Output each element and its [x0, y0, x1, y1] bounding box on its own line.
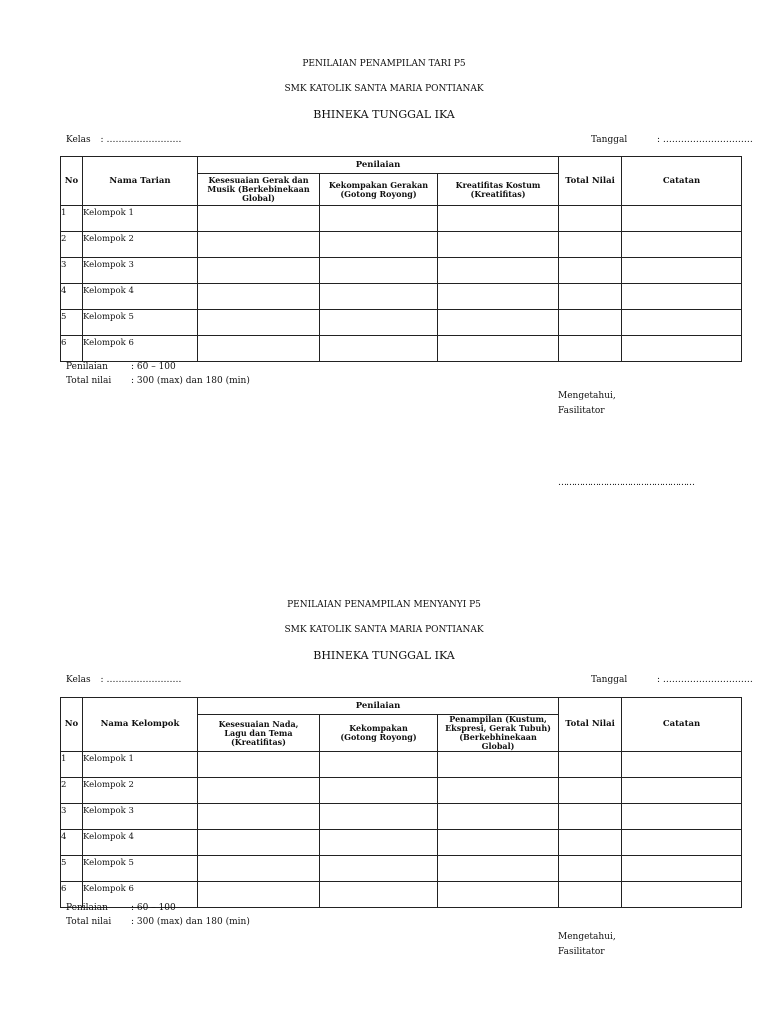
catatan-cell[interactable]: [622, 336, 742, 362]
total-label: Total nilai: [66, 917, 112, 927]
score-cell[interactable]: [320, 804, 438, 830]
score-cell[interactable]: [320, 284, 438, 310]
header-name: Nama Tarian: [83, 157, 198, 206]
score-cell[interactable]: [438, 804, 559, 830]
score-cell[interactable]: [438, 336, 559, 362]
kelas-field: [66, 135, 181, 145]
row-no: 4: [61, 830, 83, 856]
scoring-note: [66, 360, 250, 388]
score-cell[interactable]: [320, 258, 438, 284]
mengetahui-label: Mengetahui,: [558, 391, 616, 401]
score-cell[interactable]: [320, 882, 438, 908]
score-cell[interactable]: [320, 310, 438, 336]
assessment-table: [60, 697, 742, 908]
total-cell[interactable]: [559, 752, 622, 778]
table-row: [61, 310, 742, 336]
row-no: 5: [61, 856, 83, 882]
kelas-field: [66, 675, 181, 685]
score-cell[interactable]: [438, 830, 559, 856]
form-title: PENILAIAN PENAMPILAN MENYANYI P5: [287, 600, 481, 610]
row-name: Kelompok 3: [83, 804, 198, 830]
catatan-cell[interactable]: [622, 206, 742, 232]
kelas-label: Kelas: [66, 135, 91, 145]
penilaian-label: Penilaian: [66, 903, 108, 913]
theme-title: BHINEKA TUNGGAL IKA: [313, 649, 455, 662]
score-cell[interactable]: [320, 752, 438, 778]
score-cell[interactable]: [198, 206, 320, 232]
total-range: : 300 (max) dan 180 (min): [131, 376, 250, 386]
score-cell[interactable]: [198, 258, 320, 284]
score-cell[interactable]: [320, 232, 438, 258]
score-cell[interactable]: [198, 830, 320, 856]
total-label: Total nilai: [66, 376, 112, 386]
penilaian-range: : 60 – 100: [131, 362, 176, 372]
header-no: No: [61, 157, 83, 206]
kelas-value: : …………………….: [100, 675, 182, 685]
score-cell[interactable]: [438, 778, 559, 804]
penilaian-label: Penilaian: [66, 362, 108, 372]
score-cell[interactable]: [198, 804, 320, 830]
score-cell[interactable]: [438, 882, 559, 908]
school-name: SMK KATOLIK SANTA MARIA PONTIANAK: [284, 625, 484, 635]
score-cell[interactable]: [320, 336, 438, 362]
table-row: [61, 856, 742, 882]
score-cell[interactable]: [198, 752, 320, 778]
row-no: 2: [61, 778, 83, 804]
table-row: [61, 778, 742, 804]
fasilitator-label: Fasilitator: [558, 947, 605, 957]
total-cell[interactable]: [559, 310, 622, 336]
tanggal-label: Tanggal: [591, 135, 628, 145]
table-row: [61, 336, 742, 362]
row-name: Kelompok 5: [83, 310, 198, 336]
assessment-table: [60, 156, 742, 362]
score-cell[interactable]: [320, 830, 438, 856]
total-cell[interactable]: [559, 336, 622, 362]
total-cell[interactable]: [559, 804, 622, 830]
catatan-cell[interactable]: [622, 830, 742, 856]
header-total: Total Nilai: [559, 698, 622, 752]
row-no: 3: [61, 258, 83, 284]
catatan-cell[interactable]: [622, 310, 742, 336]
theme-title: BHINEKA TUNGGAL IKA: [313, 108, 455, 121]
catatan-cell[interactable]: [622, 856, 742, 882]
kelas-value: : …………………….: [100, 135, 182, 145]
catatan-cell[interactable]: [622, 804, 742, 830]
catatan-cell[interactable]: [622, 284, 742, 310]
catatan-cell[interactable]: [622, 882, 742, 908]
score-cell[interactable]: [438, 206, 559, 232]
header-criterion-2: Kekompakan Gerakan (Gotong Royong): [320, 174, 438, 206]
row-no: 4: [61, 284, 83, 310]
total-cell[interactable]: [559, 232, 622, 258]
row-name: Kelompok 5: [83, 856, 198, 882]
score-cell[interactable]: [438, 856, 559, 882]
table-row: [61, 804, 742, 830]
signature-line: ……………………………………………: [558, 478, 694, 488]
scoring-note: [66, 901, 250, 929]
signature-block: [558, 389, 616, 419]
total-range: : 300 (max) dan 180 (min): [131, 917, 250, 927]
score-cell[interactable]: [320, 206, 438, 232]
kelas-label: Kelas: [66, 675, 91, 685]
form-title: PENILAIAN PENAMPILAN TARI P5: [302, 59, 466, 69]
score-cell[interactable]: [438, 284, 559, 310]
fasilitator-label: Fasilitator: [558, 406, 605, 416]
table-row: [61, 232, 742, 258]
score-cell[interactable]: [320, 778, 438, 804]
score-cell[interactable]: [198, 336, 320, 362]
header-criterion-1: Kesesuaian Gerak dan Musik (Berkebinekaan Global): [198, 174, 320, 206]
row-name: Kelompok 2: [83, 778, 198, 804]
tanggal-label: Tanggal: [591, 675, 628, 685]
row-no: 3: [61, 804, 83, 830]
catatan-cell[interactable]: [622, 258, 742, 284]
row-no: 6: [61, 882, 83, 908]
score-cell[interactable]: [438, 258, 559, 284]
row-name: Kelompok 1: [83, 752, 198, 778]
row-no: 1: [61, 752, 83, 778]
total-cell[interactable]: [559, 206, 622, 232]
row-no: 1: [61, 206, 83, 232]
header-penilaian: Penilaian: [198, 698, 559, 715]
header-criterion-2: Kekompakan (Gotong Royong): [320, 715, 438, 752]
header-total: Total Nilai: [559, 157, 622, 206]
row-name: Kelompok 2: [83, 232, 198, 258]
header-penilaian: Penilaian: [198, 157, 559, 174]
mengetahui-label: Mengetahui,: [558, 932, 616, 942]
table-row: [61, 752, 742, 778]
row-no: 2: [61, 232, 83, 258]
total-cell[interactable]: [559, 830, 622, 856]
score-cell[interactable]: [198, 284, 320, 310]
score-cell[interactable]: [320, 856, 438, 882]
header-catatan: Catatan: [622, 698, 742, 752]
total-cell[interactable]: [559, 856, 622, 882]
row-no: 5: [61, 310, 83, 336]
score-cell[interactable]: [198, 310, 320, 336]
row-name: Kelompok 6: [83, 882, 198, 908]
total-cell[interactable]: [559, 284, 622, 310]
row-no: 6: [61, 336, 83, 362]
score-cell[interactable]: [438, 232, 559, 258]
header-catatan: Catatan: [622, 157, 742, 206]
row-name: Kelompok 6: [83, 336, 198, 362]
row-name: Kelompok 1: [83, 206, 198, 232]
header-no: No: [61, 698, 83, 752]
score-cell[interactable]: [438, 752, 559, 778]
score-cell[interactable]: [198, 232, 320, 258]
table-row: [61, 206, 742, 232]
catatan-cell[interactable]: [622, 778, 742, 804]
row-name: Kelompok 4: [83, 284, 198, 310]
total-cell[interactable]: [559, 778, 622, 804]
row-name: Kelompok 4: [83, 830, 198, 856]
table-row: [61, 830, 742, 856]
score-cell[interactable]: [438, 310, 559, 336]
total-cell[interactable]: [559, 882, 622, 908]
header-criterion-3: Penampilan (Kustum, Ekspresi, Gerak Tubuh) (Berkebhinekaan Global): [438, 715, 559, 752]
catatan-cell[interactable]: [622, 232, 742, 258]
signature-block: [558, 930, 616, 960]
score-cell[interactable]: [198, 856, 320, 882]
header-criterion-3: Kreatifitas Kostum (Kreatifitas): [438, 174, 559, 206]
tanggal-value: : …………………………: [657, 675, 753, 685]
score-cell[interactable]: [198, 778, 320, 804]
table-row: [61, 258, 742, 284]
total-cell[interactable]: [559, 258, 622, 284]
school-name: SMK KATOLIK SANTA MARIA PONTIANAK: [284, 84, 484, 94]
penilaian-range: : 60 – 100: [131, 903, 176, 913]
row-name: Kelompok 3: [83, 258, 198, 284]
tanggal-value: : …………………………: [657, 135, 753, 145]
catatan-cell[interactable]: [622, 752, 742, 778]
table-row: [61, 284, 742, 310]
header-name: Nama Kelompok: [83, 698, 198, 752]
header-criterion-1: Kesesuaian Nada, Lagu dan Tema (Kreatifitas): [198, 715, 320, 752]
